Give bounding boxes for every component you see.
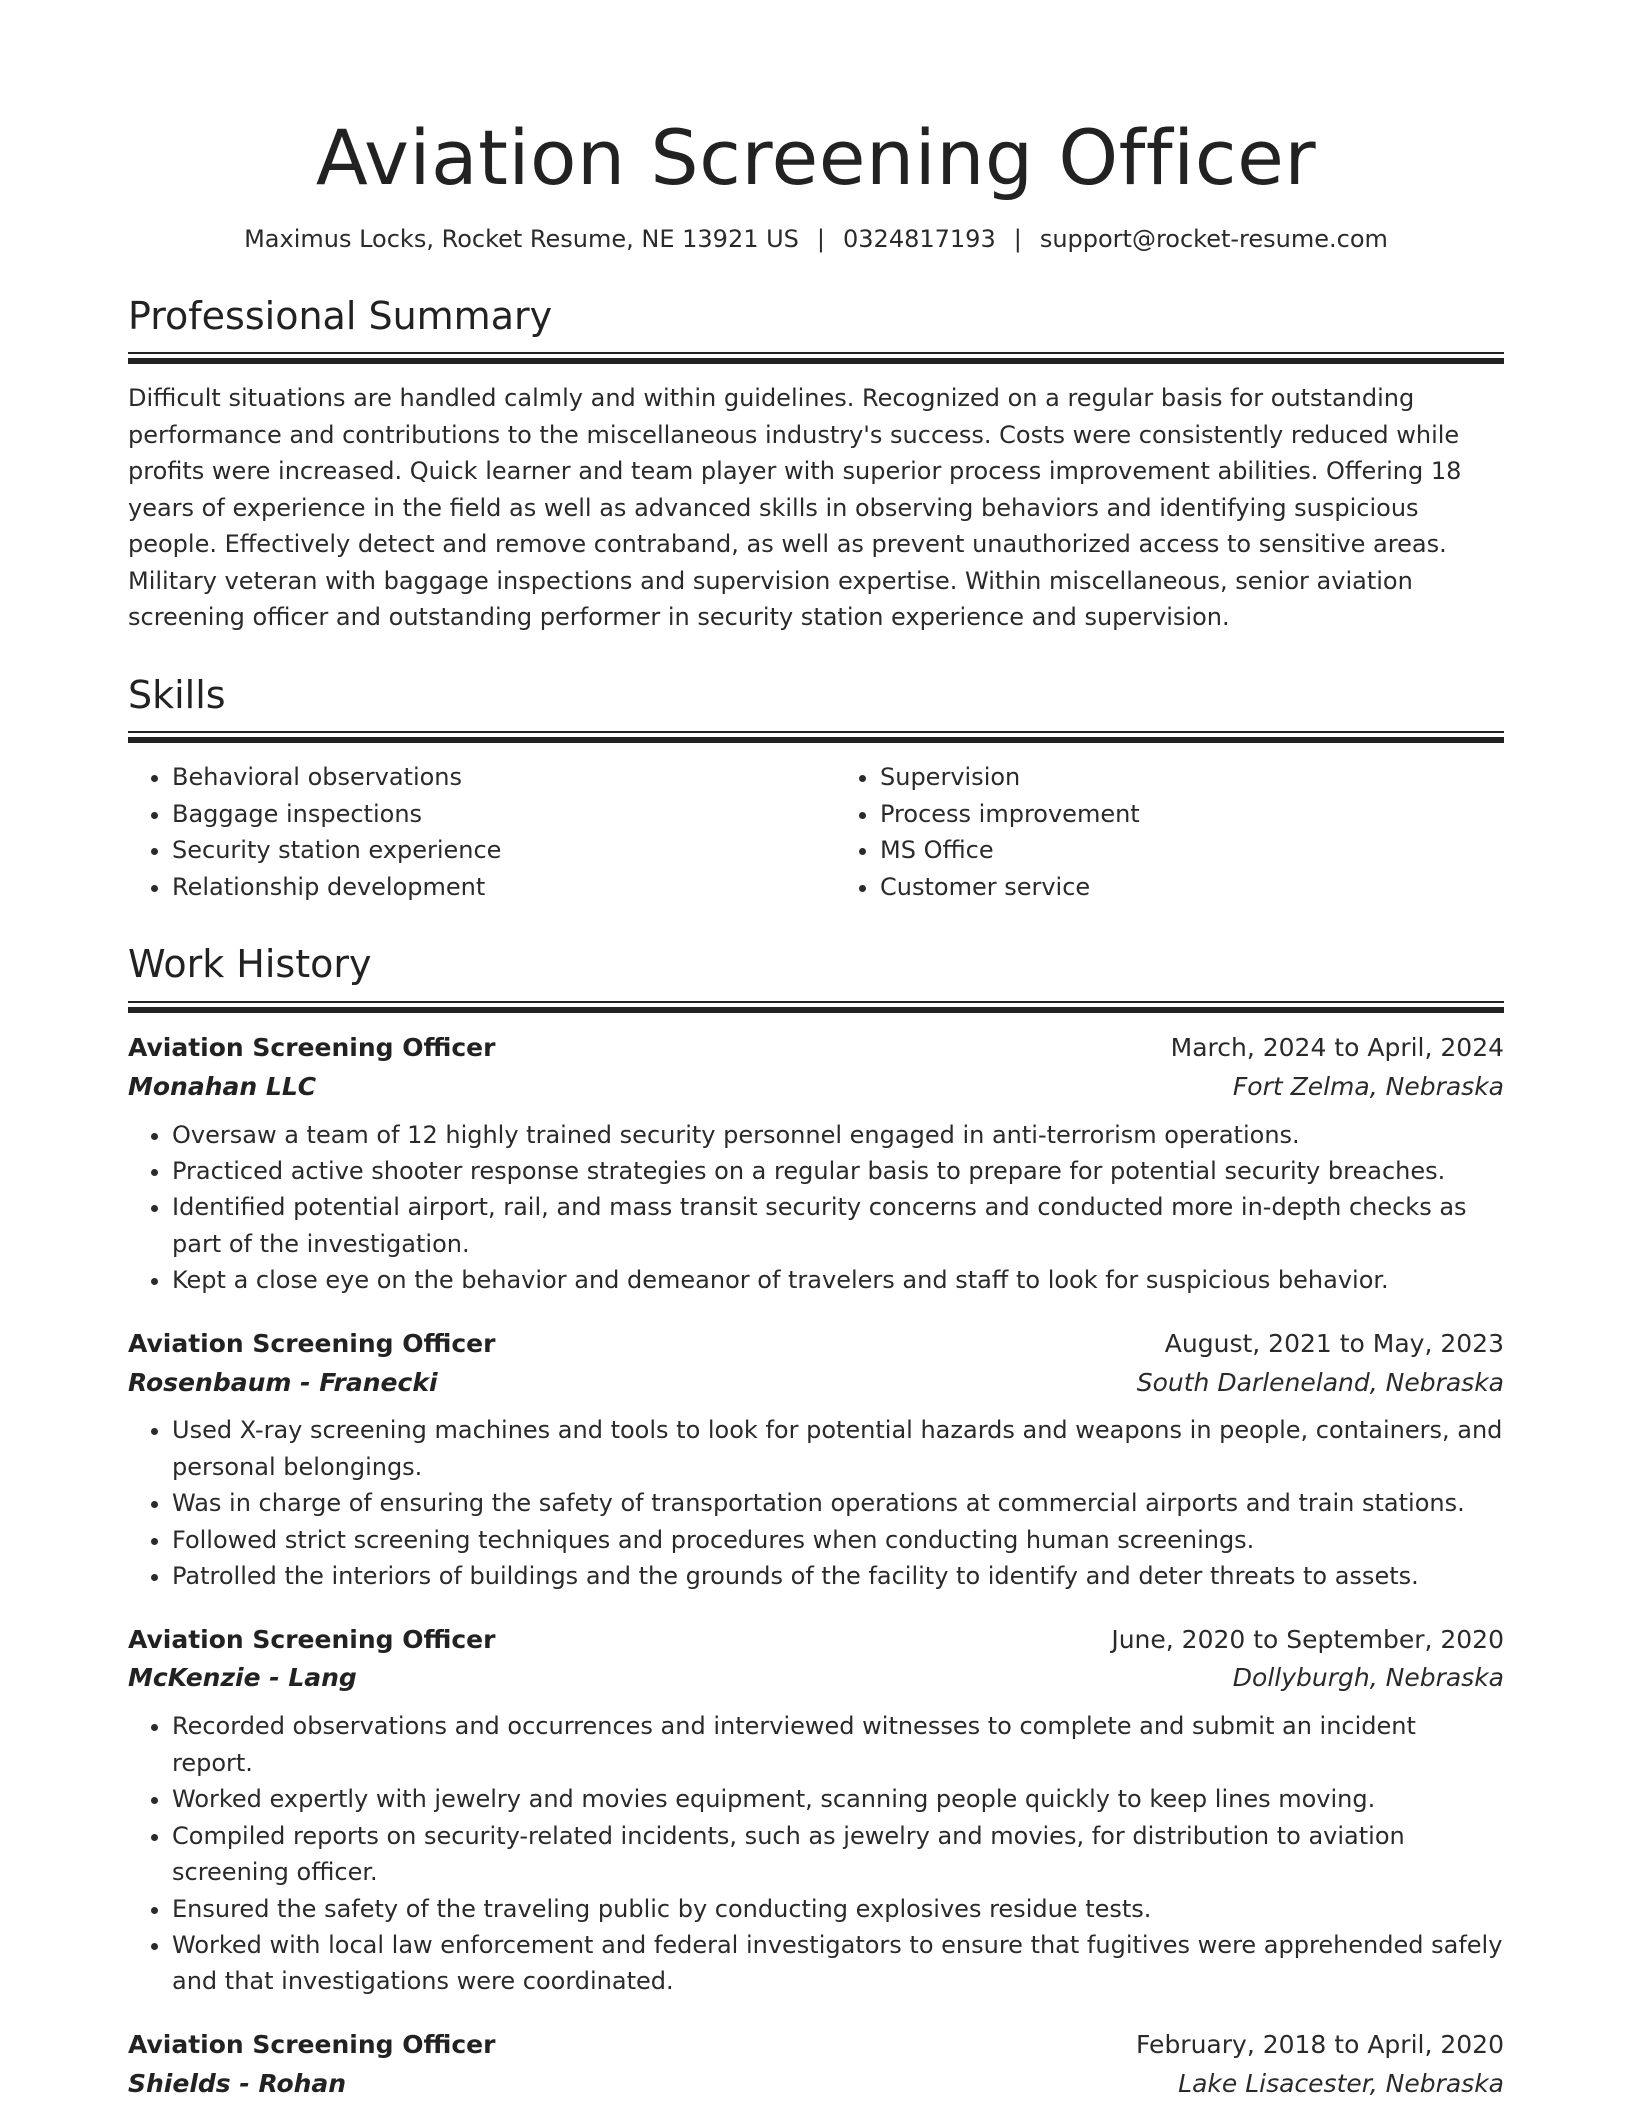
skill-item: • Supervision bbox=[880, 759, 1504, 795]
contact-phone: 0324817193 bbox=[843, 225, 996, 254]
job-header bbox=[128, 1029, 1504, 1068]
skills-list-right bbox=[836, 759, 1504, 905]
duty-item: • Practiced active shooter response strategies on a regular basis to prepare for potential security breaches. bbox=[172, 1153, 1504, 1189]
duty-item: • Worked with local law enforcement and federal investigators to ensure that fugitives were apprehended safely and that investigations were coordinated. bbox=[172, 1927, 1504, 2000]
skill-item: • MS Office bbox=[880, 832, 1504, 868]
duty-item: • Worked expertly with jewelry and movies equipment, scanning people quickly to keep lines moving. bbox=[172, 1781, 1504, 1817]
duty-item: • Oversaw a team of 12 highly trained security personnel engaged in anti-terrorism operations. bbox=[172, 1117, 1504, 1153]
skill-item: • Relationship development bbox=[172, 869, 796, 905]
job-dates: August, 2021 to May, 2023 bbox=[1164, 1328, 1504, 1358]
job-title: Aviation Screening Officer bbox=[128, 2029, 496, 2059]
section-divider bbox=[128, 731, 1504, 743]
skills-section bbox=[128, 674, 1504, 906]
summary-text: Difficult situations are handled calmly and within guidelines. Recognized on a regular basis for outstanding performance and contributions to the miscellaneous industry's success. Costs were consistently reduced while profits were increased. Quick learner and team player with superior process improvement abilities. Offering 18 years of experience in the field as well as advanced skills in observing behaviors and identifying suspicious people. Effectively detect and remove contraband, as well as prevent unauthorized access to sensitive areas. Military veteran with baggage inspections and supervision expertise. Within miscellaneous, senior aviation screening officer and outstanding performer in security station experience and supervision. bbox=[128, 384, 1462, 632]
duty-item: • Patrolled the interiors of buildings and the grounds of the facility to identify and deter threats to assets. bbox=[172, 1558, 1504, 1594]
skills-list-left bbox=[128, 759, 796, 905]
duty-item: • Was in charge of ensuring the safety of transportation operations at commercial airports and train stations. bbox=[172, 1485, 1504, 1521]
skill-item: • Security station experience bbox=[172, 832, 796, 868]
job-duties bbox=[128, 1412, 1504, 1594]
job-dates: March, 2024 to April, 2024 bbox=[1170, 1033, 1504, 1062]
job-dates: February, 2018 to April, 2020 bbox=[1136, 2029, 1504, 2059]
job-company: Shields - Rohan bbox=[128, 2068, 347, 2098]
job-header bbox=[128, 1621, 1504, 1660]
duty-item: • Followed strict screening techniques and procedures when conducting human screenings. bbox=[172, 1522, 1504, 1558]
job-title: Aviation Screening Officer bbox=[128, 1033, 496, 1062]
job-location: Fort Zelma, Nebraska bbox=[1232, 1071, 1504, 1101]
skill-item: • Baggage inspections bbox=[172, 796, 796, 832]
duty-item: • Ensured the safety of the traveling public by conducting explosives residue tests. bbox=[172, 1891, 1504, 1927]
job-entry bbox=[128, 1621, 1504, 2000]
contact-separator: | bbox=[1013, 225, 1022, 254]
summary-heading: Professional Summary bbox=[128, 293, 553, 338]
contact-address: Maximus Locks, Rocket Resume, NE 13921 US bbox=[244, 225, 799, 254]
skill-item: • Customer service bbox=[880, 869, 1504, 905]
section-divider bbox=[128, 352, 1504, 364]
section-divider bbox=[128, 1001, 1504, 1013]
duty-item: • Recorded observations and occurrences and interviewed witnesses to complete and submit an incident report. bbox=[172, 1708, 1504, 1781]
job-subheader bbox=[128, 1068, 1504, 1107]
skills-columns bbox=[128, 759, 1504, 905]
duty-item: • Compiled reports on security-related incidents, such as jewelry and movies, for distribution to aviation screening officer. bbox=[172, 1818, 1504, 1891]
job-company: Monahan LLC bbox=[128, 1071, 317, 1101]
duty-item: • Identified potential airport, rail, and mass transit security concerns and conducted more in-depth checks as part of the investigation. bbox=[172, 1189, 1504, 1262]
contact-line bbox=[128, 223, 1504, 257]
job-location: Lake Lisacester, Nebraska bbox=[1178, 2068, 1504, 2098]
job-dates: June, 2020 to September, 2020 bbox=[1111, 1624, 1504, 1654]
skills-heading: Skills bbox=[128, 672, 226, 717]
job-header bbox=[128, 2026, 1504, 2065]
summary-section bbox=[128, 295, 1504, 636]
job-header bbox=[128, 1325, 1504, 1364]
job-company: Rosenbaum - Franecki bbox=[128, 1367, 438, 1397]
job-subheader bbox=[128, 1659, 1504, 1698]
contact-separator: | bbox=[816, 225, 826, 254]
work-history-heading: Work History bbox=[128, 942, 372, 987]
job-company: McKenzie - Lang bbox=[128, 1663, 357, 1693]
resume-title: Aviation Screening Officer bbox=[315, 113, 1317, 202]
skill-item: • Behavioral observations bbox=[172, 759, 796, 795]
work-history-section bbox=[128, 943, 1504, 2103]
duty-item: • Used X-ray screening machines and tools to look for potential hazards and weapons in people, containers, and personal belongings. bbox=[172, 1412, 1504, 1485]
contact-email: support@rocket-resume.com bbox=[1039, 225, 1388, 254]
job-duties bbox=[128, 1117, 1504, 1299]
job-entry bbox=[128, 1029, 1504, 1299]
duty-item: • Kept a close eye on the behavior and demeanor of travelers and staff to look for suspicious behavior. bbox=[172, 1262, 1504, 1298]
skill-item: • Process improvement bbox=[880, 796, 1504, 832]
job-duties bbox=[128, 1708, 1504, 2000]
job-title: Aviation Screening Officer bbox=[128, 1624, 496, 1654]
job-title: Aviation Screening Officer bbox=[128, 1328, 496, 1358]
job-entry bbox=[128, 2026, 1504, 2104]
job-entry bbox=[128, 1325, 1504, 1595]
job-subheader bbox=[128, 1364, 1504, 1403]
job-subheader bbox=[128, 2065, 1504, 2104]
job-location: South Darleneland, Nebraska bbox=[1136, 1367, 1504, 1397]
job-location: Dollyburgh, Nebraska bbox=[1232, 1663, 1504, 1693]
